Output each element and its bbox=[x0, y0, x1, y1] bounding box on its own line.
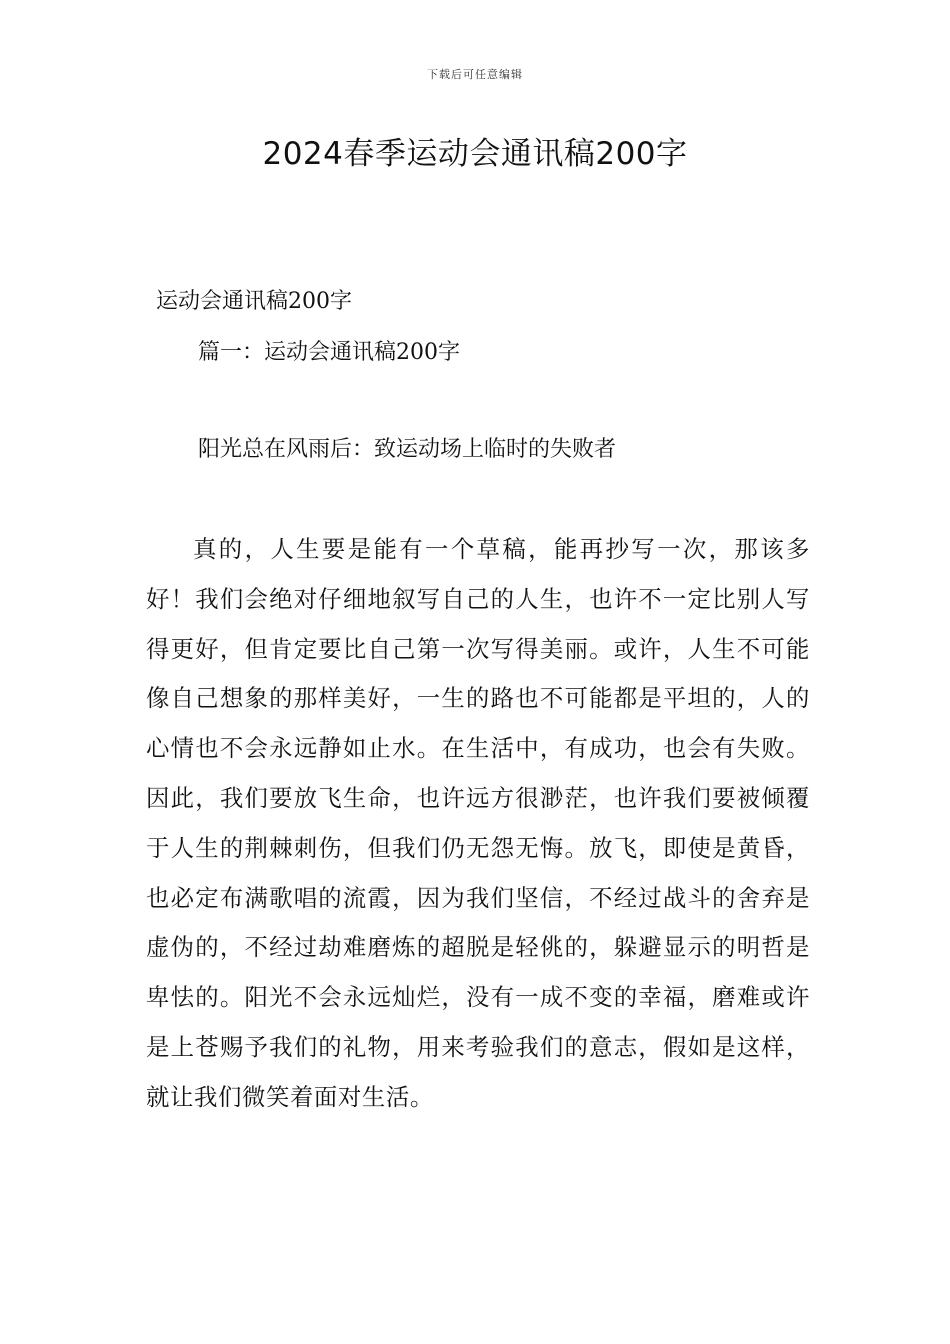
body-paragraph: 真的，人生要是能有一个草稿，能再抄写一次，那该多好！我们会绝对仔细地叙写自己的人生，也许不一定比别人写得更好，但肯定要比自己第一次写得美丽。或许，人生不可能像自己想象的那样美好，一生的路也不可能都是平坦的，人的心情也不会永远静如止水。在生活中，有成功，也会有失败。因此，我们要放飞生命，也许远方很渺茫，也许我们要被倾覆于人生的荆棘刺伤，但我们仍无怨无悔。放飞，即使是黄昏，也必定布满歌唱的流霞，因为我们坚信，不经过战斗的舍弃是虚伪的，不经过劫难磨炼的超脱是轻佻的，躲避显示的明哲是卑怯的。阳光不会永远灿烂，没有一成不变的幸福，磨难或许是上苍赐予我们的礼物，用来考验我们的意志，假如是这样，就让我们微笑着面对生活。 bbox=[146, 535, 810, 1111]
header-note: 下载后可任意编辑 bbox=[427, 68, 523, 81]
page-title: 2024春季运动会通讯稿200字 bbox=[262, 136, 688, 172]
subheading-2: 篇一：运动会通讯稿200字 bbox=[198, 340, 460, 365]
subheading-1: 运动会通讯稿200字 bbox=[156, 289, 352, 314]
subheading-3: 阳光总在风雨后：致运动场上临时的失败者 bbox=[198, 437, 617, 462]
